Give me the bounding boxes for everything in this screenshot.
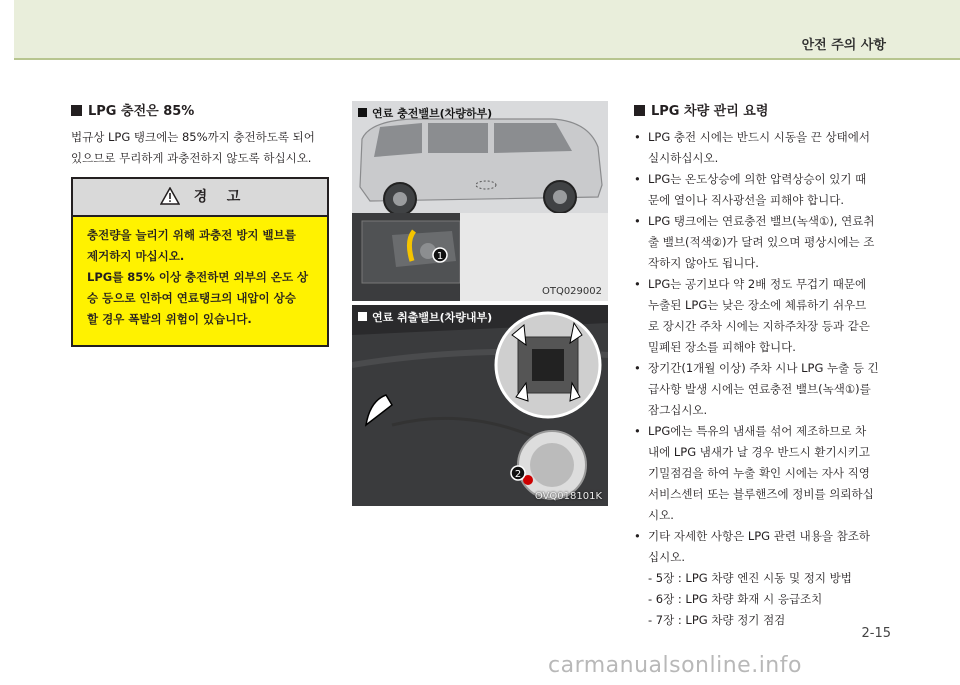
figure-code: OTQ029002 <box>541 286 602 297</box>
caption-text: 연료 취출밸브(차량내부) <box>372 311 493 324</box>
figure-caption <box>358 309 492 325</box>
bullet-line: 잠그십시오. <box>648 403 708 417</box>
bullet-line: LPG는 공기보다 약 2배 정도 무겁기 때문에 <box>648 277 867 291</box>
bullet-line: 십시오. <box>648 550 685 564</box>
bullet-line: 실시하십시오. <box>648 151 719 165</box>
bullet-line: 누출된 LPG는 낮은 장소에 체류하기 쉬우므 <box>648 298 867 312</box>
square-bullet-icon <box>634 105 645 116</box>
warning-triangle-icon <box>160 187 180 205</box>
header-rule <box>14 58 960 60</box>
square-bullet-icon <box>358 312 367 321</box>
bullet-line: 장기간(1개월 이상) 주차 시나 LPG 누출 등 긴 <box>648 361 879 375</box>
heading-lpg-85 <box>71 100 194 119</box>
page-number: 2-15 <box>861 626 891 641</box>
warning-header <box>73 179 327 217</box>
bullet-line: LPG는 온도상승에 의한 압력상승이 있기 때 <box>648 172 867 186</box>
warning-body <box>87 225 315 330</box>
figure-fuel-fill-valve <box>352 101 608 301</box>
figure-fuel-outlet-valve <box>352 305 608 506</box>
bullet-item: • LPG 충전 시에는 반드시 시동을 끈 상태에서 실시하십시오. <box>634 127 896 169</box>
bullet-item: • LPG 탱크에는 연료충전 밸브(녹색①), 연료취 출 밸브(적색②)가 달려 있으며 평상시에는 조 작하지 않아도 됩니다. <box>634 211 896 274</box>
bullet-line: 서비스센터 또는 블루핸즈에 정비를 의뢰하십 <box>648 487 874 501</box>
caption-text: 연료 충전밸브(차량하부) <box>372 107 493 120</box>
warning-line: 충전량을 늘리기 위해 과충전 방지 밸브를 <box>87 228 296 242</box>
bullet-item: • LPG는 공기보다 약 2배 정도 무겁기 때문에 누출된 LPG는 낮은 장소에 체류하기 쉬우므 로 장시간 주차 시에는 지하주차장 등과 같은 밀폐된 장소를 피해야 합니다. <box>634 274 896 358</box>
bullet-item: • LPG에는 특유의 냄새를 섞어 제조하므로 차 내에 LPG 냄새가 날 경우 반드시 환기시키고 기밀점검을 하여 누출 확인 시에는 자사 직영 서비스센터 또는 블루핸즈에 정비를 의뢰하십 시오. <box>634 421 896 526</box>
marker-1: 1 <box>436 251 444 262</box>
warning-line: LPG를 85% 이상 충전하면 외부의 온도 상 <box>87 270 309 284</box>
heading-lpg-care <box>634 100 768 119</box>
reference-line: - 6장 : LPG 차량 화재 시 응급조치 <box>648 592 823 606</box>
warning-title: 경 고 <box>193 189 241 205</box>
bullet-line: LPG 충전 시에는 반드시 시동을 끈 상태에서 <box>648 130 870 144</box>
intro-line: 법규상 LPG 탱크에는 85%까지 충전하도록 되어 <box>71 130 315 144</box>
intro-line: 있으므로 무리하게 과충전하지 않도록 하십시오. <box>71 151 312 165</box>
bullet-line: LPG 탱크에는 연료충전 밸브(녹색①), 연료취 <box>648 214 875 228</box>
heading-text: LPG 충전은 85% <box>88 104 195 119</box>
bullet-line: 문에 열이나 직사광선을 피해야 합니다. <box>648 193 845 207</box>
bullet-line: 내에 LPG 냄새가 날 경우 반드시 환기시키고 <box>648 445 870 459</box>
bullet-item: • 기타 자세한 사항은 LPG 관련 내용을 참조하 십시오. <box>634 526 896 568</box>
bullet-line: 기타 자세한 사항은 LPG 관련 내용을 참조하 <box>648 529 870 543</box>
bullet-line: 로 장시간 주차 시에는 지하주차장 등과 같은 <box>648 319 870 333</box>
bullet-line: 기밀점검을 하여 누출 확인 시에는 자사 직영 <box>648 466 870 480</box>
bullet-item: • LPG는 온도상승에 의한 압력상승이 있기 때 문에 열이나 직사광선을 피해야 합니다. <box>634 169 896 211</box>
bullet-line: 급사항 발생 시에는 연료충전 밸브(녹색①)를 <box>648 382 871 396</box>
reference-line: - 7장 : LPG 차량 정기 점검 <box>648 613 786 627</box>
bullet-line: 작하지 않아도 됩니다. <box>648 256 759 270</box>
figure-caption <box>358 105 492 121</box>
bullet-line: 밀폐된 장소를 피해야 합니다. <box>648 340 796 354</box>
section-title: 안전 주의 사항 <box>801 38 886 53</box>
warning-line: 제거하지 마십시오. <box>87 249 185 263</box>
trunk-floor-illustration <box>352 305 608 506</box>
bullet-line: LPG에는 특유의 냄새를 섞어 제조하므로 차 <box>648 424 867 438</box>
van-underbody-illustration <box>352 101 608 301</box>
warning-line: 할 경우 폭발의 위험이 있습니다. <box>87 312 252 326</box>
warning-box <box>71 177 329 347</box>
chapter-references <box>648 568 852 631</box>
watermark: carmanualsonline.info <box>548 653 802 678</box>
intro-paragraph <box>71 127 315 169</box>
bullet-line: 출 밸브(적색②)가 달려 있으며 평상시에는 조 <box>648 235 875 249</box>
bullet-line: 시오. <box>648 508 674 522</box>
heading-text: LPG 차량 관리 요령 <box>651 104 769 119</box>
marker-2: 2 <box>514 469 522 480</box>
bullet-item: • 장기간(1개월 이상) 주차 시나 LPG 누출 등 긴 급사항 발생 시에는 연료충전 밸브(녹색①)를 잠그십시오. <box>634 358 896 421</box>
square-bullet-icon <box>358 108 367 117</box>
square-bullet-icon <box>71 105 82 116</box>
reference-line: - 5장 : LPG 차량 엔진 시동 및 정지 방법 <box>648 571 852 585</box>
warning-line: 승 등으로 인하여 연료탱크의 내압이 상승 <box>87 291 296 305</box>
figure-code: OVQ018101K <box>534 491 602 502</box>
